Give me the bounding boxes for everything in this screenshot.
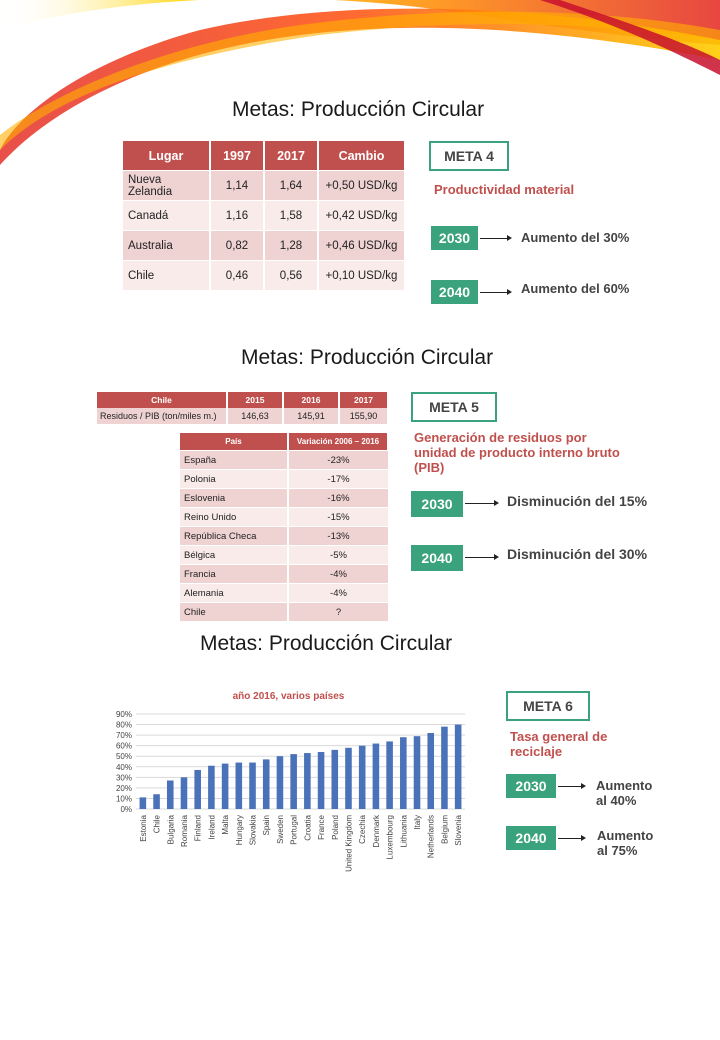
meta5-goal-2030: Disminución del 15% [507, 493, 648, 509]
col-header-2015: 2015 [227, 392, 283, 408]
cell: 0,56 [264, 261, 318, 291]
x-tick-label: France [317, 815, 327, 840]
cell: 145,91 [283, 408, 339, 424]
cell: 155,90 [339, 408, 388, 424]
x-tick-label: Poland [330, 815, 340, 840]
country-cell: Francia [180, 565, 288, 584]
y-tick-label: 20% [115, 783, 132, 793]
y-tick-label: 90% [115, 710, 132, 719]
country-cell: Reino Unido [180, 508, 288, 527]
country-cell: Eslovenia [180, 489, 288, 508]
variation-cell: ? [288, 603, 388, 622]
productivity-table [123, 141, 406, 290]
meta5-subtitle [414, 430, 620, 475]
arrow-right-icon [465, 503, 495, 504]
cell: +0,10 USD/kg [318, 261, 405, 291]
table-row [123, 171, 405, 201]
bar [455, 725, 462, 809]
chile-waste-table [97, 392, 389, 424]
table-row [180, 451, 388, 470]
x-tick-label: Slovakia [248, 815, 258, 846]
bar [318, 752, 325, 809]
meta4-year-2030: 2030 [431, 226, 478, 250]
country-cell: Alemania [180, 584, 288, 603]
country-variation-table [180, 433, 389, 621]
x-tick-label: Hungary [234, 815, 244, 846]
x-tick-label: Romania [179, 815, 189, 848]
x-tick-label: Italy [413, 815, 423, 830]
y-tick-label: 0% [120, 805, 132, 814]
x-tick-label: Sweden [275, 815, 285, 844]
table-row [123, 231, 405, 261]
meta4-label: META 4 [429, 141, 509, 171]
cell: Chile [123, 261, 210, 291]
meta6-year-2040: 2040 [506, 826, 556, 850]
table-row [180, 546, 388, 565]
bar [414, 736, 421, 809]
variation-cell: -13% [288, 527, 388, 546]
bar [427, 733, 434, 809]
x-tick-label: Bulgaria [166, 815, 176, 845]
y-tick-label: 10% [115, 794, 132, 804]
country-cell: Chile [180, 603, 288, 622]
meta5-goal-2040: Disminución del 30% [507, 546, 648, 562]
col-header-pais: País [180, 433, 288, 451]
country-cell: República Checa [180, 527, 288, 546]
x-tick-label: Luxembourg [385, 815, 395, 860]
section2-title: Metas: Producción Circular [241, 346, 494, 369]
bar [194, 770, 201, 809]
table-row [180, 565, 388, 584]
col-header-2017: 2017 [339, 392, 388, 408]
col-header-variacion: Variación 2006 – 2016 [288, 433, 388, 451]
meta6-subtitle [510, 729, 607, 759]
cell: Nueva Zelandia [123, 171, 210, 201]
bar [441, 727, 448, 809]
x-tick-label: Ireland [207, 815, 217, 840]
y-tick-label: 40% [115, 762, 132, 772]
meta5-subtitle-line: unidad de producto interno bruto [414, 445, 620, 460]
table-row [123, 201, 405, 231]
bar [222, 764, 229, 809]
x-tick-label: Finland [193, 815, 203, 842]
meta5-subtitle-line: Generación de residuos por [414, 430, 587, 445]
meta4-goal-2030: Aumento del 30% [521, 230, 630, 245]
meta5-year-2040: 2040 [411, 545, 463, 571]
bar [277, 756, 284, 809]
cell: 0,46 [210, 261, 264, 291]
table-row [123, 261, 405, 291]
bar [345, 748, 352, 809]
table-row [180, 603, 388, 622]
cell: 1,14 [210, 171, 264, 201]
variation-cell: -16% [288, 489, 388, 508]
meta4-subtitle: Productividad material [434, 182, 575, 197]
bar [153, 794, 160, 809]
cell: Canadá [123, 201, 210, 231]
arrow-right-icon [480, 292, 508, 293]
arrow-right-icon [558, 786, 582, 787]
variation-cell: -4% [288, 584, 388, 603]
cell: 0,82 [210, 231, 264, 261]
y-tick-label: 70% [115, 731, 132, 741]
bar [181, 777, 188, 809]
variation-cell: -23% [288, 451, 388, 470]
meta6-goal-line: Aumento [597, 828, 654, 843]
bar [167, 781, 174, 810]
bar [304, 753, 311, 809]
col-header-lugar: Lugar [123, 141, 210, 171]
col-header-chile: Chile [97, 392, 227, 408]
variation-cell: -17% [288, 470, 388, 489]
x-tick-label: Slovenia [454, 815, 464, 846]
y-tick-label: 50% [115, 752, 132, 762]
variation-cell: -15% [288, 508, 388, 527]
x-tick-label: Netherlands [426, 815, 436, 859]
meta6-goal-line: Aumento [596, 778, 653, 793]
meta6-subtitle-line: reciclaje [510, 744, 563, 759]
meta6-goal-2030 [596, 778, 652, 808]
x-tick-label: Croatia [303, 815, 313, 841]
bar [290, 754, 297, 809]
cell: +0,46 USD/kg [318, 231, 405, 261]
col-header-2017: 2017 [264, 141, 318, 171]
cell: 1,58 [264, 201, 318, 231]
x-tick-label: Estonia [138, 815, 148, 842]
arrow-right-icon [480, 238, 508, 239]
table-row [180, 584, 388, 603]
bar [373, 744, 380, 809]
meta6-goal-line: al 40% [596, 793, 637, 808]
arrow-right-icon [465, 557, 495, 558]
country-cell: Bélgica [180, 546, 288, 565]
meta6-goal-line: al 75% [597, 843, 638, 858]
cell: 1,28 [264, 231, 318, 261]
variation-cell: -4% [288, 565, 388, 584]
meta5-label: META 5 [411, 392, 497, 422]
table-row [97, 408, 388, 424]
table-row [180, 489, 388, 508]
meta5-year-2030: 2030 [411, 491, 463, 517]
y-tick-label: 30% [115, 773, 132, 783]
meta4-goal-2040: Aumento del 60% [521, 281, 630, 296]
meta6-subtitle-line: Tasa general de [510, 729, 608, 744]
chart-title: año 2016, varios países [232, 691, 345, 702]
x-tick-label: Malta [221, 815, 231, 835]
meta6-year-2030: 2030 [506, 774, 556, 798]
table-row [180, 470, 388, 489]
x-tick-label: Czechia [358, 815, 368, 844]
bar [208, 766, 215, 809]
y-tick-label: 60% [115, 741, 132, 751]
variation-cell: -5% [288, 546, 388, 565]
bar [359, 746, 366, 809]
bar [400, 737, 407, 809]
x-tick-label: Denmark [371, 815, 381, 848]
table-row [180, 527, 388, 546]
cell: +0,42 USD/kg [318, 201, 405, 231]
y-tick-label: 80% [115, 720, 132, 730]
cell: 1,16 [210, 201, 264, 231]
col-header-2016: 2016 [283, 392, 339, 408]
x-tick-label: Lithuania [399, 815, 409, 848]
meta5-subtitle-line: (PIB) [414, 460, 445, 475]
bar [263, 759, 270, 809]
meta6-goal-2040 [597, 828, 653, 858]
country-cell: España [180, 451, 288, 470]
bar [331, 750, 338, 809]
table-row [180, 508, 388, 527]
cell: 146,63 [227, 408, 283, 424]
bar [386, 741, 393, 809]
cell: Residuos / PIB (ton/miles m.) [97, 408, 227, 424]
country-cell: Polonia [180, 470, 288, 489]
x-tick-label: Portugal [289, 815, 299, 845]
arrow-right-icon [558, 838, 582, 839]
cell: 1,64 [264, 171, 318, 201]
meta4-year-2040: 2040 [431, 280, 478, 304]
x-tick-label: United Kingdom [344, 815, 354, 872]
recycling-rate-chart [100, 685, 480, 885]
bar [236, 763, 243, 809]
x-tick-label: Spain [262, 815, 272, 836]
section1-title: Metas: Producción Circular [232, 98, 485, 121]
col-header-cambio: Cambio [318, 141, 405, 171]
section3-title: Metas: Producción Circular [200, 632, 453, 655]
x-tick-label: Belgium [440, 815, 450, 844]
col-header-1997: 1997 [210, 141, 264, 171]
bar [249, 763, 256, 809]
meta6-label: META 6 [506, 691, 590, 721]
cell: Australia [123, 231, 210, 261]
cell: +0,50 USD/kg [318, 171, 405, 201]
x-tick-label: Chile [152, 815, 162, 834]
bar [140, 797, 147, 809]
